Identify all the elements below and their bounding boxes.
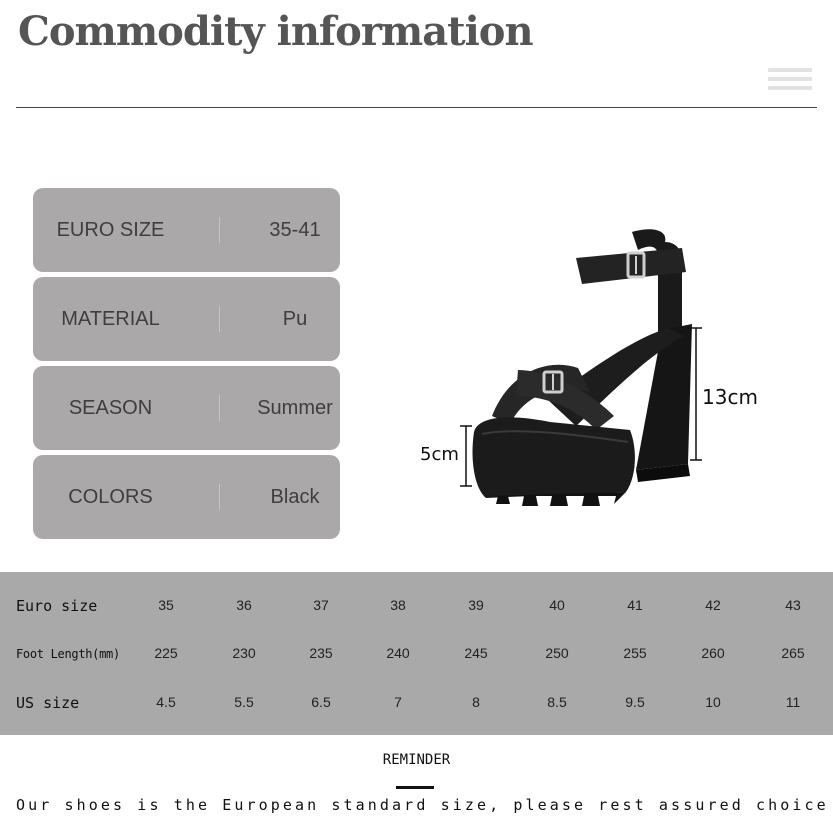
size-cell: 8.5 <box>547 694 567 710</box>
size-cell: 250 <box>545 645 569 661</box>
reminder-underline <box>396 786 434 789</box>
spec-label: MATERIAL <box>61 307 160 330</box>
size-cell: 7 <box>394 694 402 710</box>
title-divider <box>16 107 817 108</box>
row-label-foot-length: Foot Length(mm) <box>16 647 120 661</box>
spec-label: SEASON <box>68 396 153 419</box>
size-cell: 35 <box>158 597 174 613</box>
size-cell: 40 <box>549 597 565 613</box>
size-cell: 11 <box>785 694 801 710</box>
spec-value: Black <box>270 485 320 508</box>
size-cell: 8 <box>472 694 480 710</box>
size-cell: 230 <box>232 645 256 661</box>
spec-separator <box>219 217 220 243</box>
size-chart <box>0 572 833 735</box>
size-cell: 10 <box>705 694 721 710</box>
size-cell: 240 <box>386 645 410 661</box>
spec-card-euro-size <box>33 188 340 272</box>
spec-value: 35-41 <box>269 218 321 241</box>
size-cell: 9.5 <box>625 694 645 710</box>
reminder-title: REMINDER <box>382 752 451 768</box>
page-title: Commodity information <box>18 8 533 55</box>
spec-card-season <box>33 366 340 450</box>
spec-value: Pu <box>282 307 308 330</box>
size-cell: 5.5 <box>234 694 254 710</box>
spec-separator <box>219 395 220 421</box>
spec-label: EURO SIZE <box>56 218 165 241</box>
row-label-euro: Euro size <box>16 597 98 615</box>
size-row-us <box>0 694 833 718</box>
size-cell: 265 <box>781 645 805 661</box>
spec-card-material <box>33 277 340 361</box>
size-cell: 245 <box>464 645 488 661</box>
size-row-foot-length <box>0 645 833 669</box>
size-row-euro <box>0 597 833 621</box>
shaft-height-label: 13cm <box>702 385 758 409</box>
size-cell: 41 <box>627 597 643 613</box>
spec-card-colors <box>33 455 340 539</box>
hamburger-menu-icon[interactable] <box>768 68 812 94</box>
spec-label: COLORS <box>68 485 153 508</box>
size-cell: 36 <box>236 597 252 613</box>
size-cell: 225 <box>154 645 178 661</box>
size-cell: 4.5 <box>156 694 176 710</box>
size-cell: 6.5 <box>311 694 331 710</box>
reminder-text: Our shoes is the European standard size, please rest assured choice <box>16 796 829 814</box>
size-cell: 255 <box>623 645 647 661</box>
size-cell: 37 <box>313 597 329 613</box>
size-cell: 43 <box>785 597 801 613</box>
size-cell: 42 <box>705 597 721 613</box>
product-image <box>400 220 758 520</box>
size-cell: 235 <box>309 645 333 661</box>
sandal-illustration <box>400 220 758 520</box>
spec-separator <box>219 484 220 510</box>
size-cell: 39 <box>468 597 484 613</box>
platform-height-label: 5cm <box>420 444 459 465</box>
size-cell: 38 <box>390 597 406 613</box>
spec-separator <box>219 306 220 332</box>
row-label-us: US size <box>16 694 80 712</box>
spec-value: Summer <box>257 396 333 419</box>
size-cell: 260 <box>701 645 725 661</box>
